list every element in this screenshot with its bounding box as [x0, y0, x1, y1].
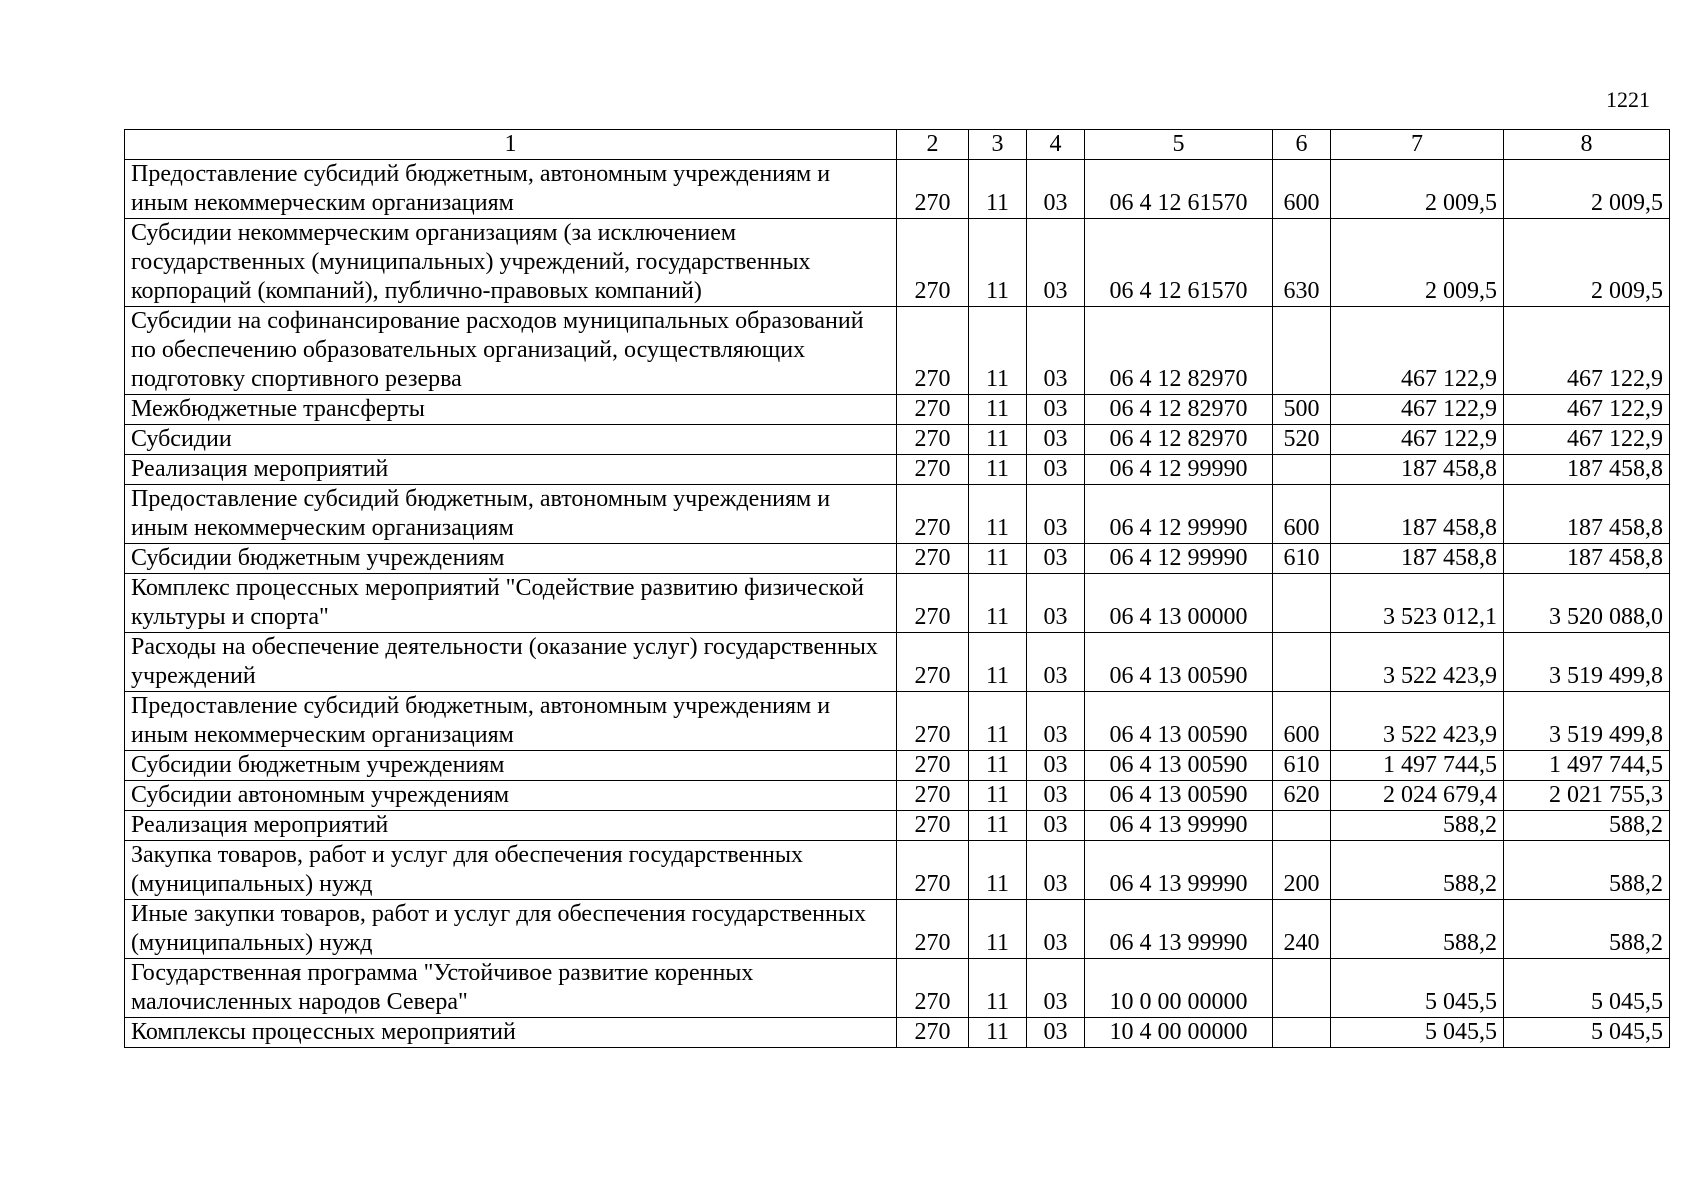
cell-c8: 187 458,8 [1504, 544, 1670, 574]
cell-name: Иные закупки товаров, работ и услуг для обеспечения государственных (муниципальных) нужд [125, 900, 897, 959]
cell-c2: 270 [897, 692, 969, 751]
header-row [125, 130, 1670, 160]
column-header: 1 [125, 130, 897, 160]
cell-c2: 270 [897, 633, 969, 692]
cell-c3: 11 [969, 633, 1027, 692]
cell-c6 [1273, 455, 1331, 485]
column-header: 4 [1027, 130, 1085, 160]
column-header: 6 [1273, 130, 1331, 160]
cell-c7: 1 497 744,5 [1331, 751, 1504, 781]
cell-c6: 620 [1273, 781, 1331, 811]
page-number: 1221 [1606, 87, 1650, 112]
table-row [125, 781, 1670, 811]
cell-c8: 467 122,9 [1504, 425, 1670, 455]
cell-c7: 2 024 679,4 [1331, 781, 1504, 811]
table-row [125, 900, 1670, 959]
cell-c8: 187 458,8 [1504, 455, 1670, 485]
cell-c7: 187 458,8 [1331, 544, 1504, 574]
cell-c8: 187 458,8 [1504, 485, 1670, 544]
cell-c2: 270 [897, 219, 969, 307]
table-row [125, 692, 1670, 751]
cell-c4: 03 [1027, 633, 1085, 692]
cell-c4: 03 [1027, 1018, 1085, 1048]
cell-c5: 06 4 13 99990 [1085, 900, 1273, 959]
cell-c3: 11 [969, 811, 1027, 841]
cell-c6: 200 [1273, 841, 1331, 900]
cell-c5: 06 4 13 00000 [1085, 574, 1273, 633]
cell-c4: 03 [1027, 841, 1085, 900]
cell-c2: 270 [897, 841, 969, 900]
cell-c3: 11 [969, 959, 1027, 1018]
cell-c8: 588,2 [1504, 900, 1670, 959]
cell-c4: 03 [1027, 160, 1085, 219]
cell-c5: 06 4 12 82970 [1085, 395, 1273, 425]
cell-c7: 588,2 [1331, 900, 1504, 959]
cell-c7: 187 458,8 [1331, 455, 1504, 485]
cell-c3: 11 [969, 574, 1027, 633]
cell-c6: 630 [1273, 219, 1331, 307]
cell-c5: 06 4 12 99990 [1085, 485, 1273, 544]
cell-c6 [1273, 633, 1331, 692]
cell-c2: 270 [897, 544, 969, 574]
cell-c4: 03 [1027, 751, 1085, 781]
cell-c6: 610 [1273, 751, 1331, 781]
cell-c4: 03 [1027, 455, 1085, 485]
column-header: 5 [1085, 130, 1273, 160]
cell-c5: 06 4 12 99990 [1085, 455, 1273, 485]
table-row [125, 425, 1670, 455]
cell-c2: 270 [897, 781, 969, 811]
cell-c8: 3 519 499,8 [1504, 692, 1670, 751]
cell-c6 [1273, 1018, 1331, 1048]
cell-name: Межбюджетные трансферты [125, 395, 897, 425]
cell-c2: 270 [897, 485, 969, 544]
cell-c2: 270 [897, 160, 969, 219]
cell-c7: 588,2 [1331, 811, 1504, 841]
cell-c5: 06 4 12 61570 [1085, 160, 1273, 219]
cell-name: Предоставление субсидий бюджетным, автономным учреждениям и иным некоммерческим организациям [125, 485, 897, 544]
cell-c3: 11 [969, 395, 1027, 425]
cell-c6 [1273, 959, 1331, 1018]
cell-c4: 03 [1027, 395, 1085, 425]
cell-c8: 2 009,5 [1504, 160, 1670, 219]
cell-c8: 2 009,5 [1504, 219, 1670, 307]
cell-c5: 06 4 13 00590 [1085, 633, 1273, 692]
cell-c6: 520 [1273, 425, 1331, 455]
cell-c5: 06 4 13 00590 [1085, 692, 1273, 751]
cell-c8: 467 122,9 [1504, 307, 1670, 395]
cell-c3: 11 [969, 219, 1027, 307]
cell-c6: 240 [1273, 900, 1331, 959]
cell-c3: 11 [969, 544, 1027, 574]
table-row [125, 574, 1670, 633]
cell-c8: 588,2 [1504, 811, 1670, 841]
cell-name: Субсидии автономным учреждениям [125, 781, 897, 811]
cell-c4: 03 [1027, 900, 1085, 959]
table-body [125, 160, 1670, 1048]
cell-c7: 467 122,9 [1331, 307, 1504, 395]
cell-c5: 06 4 13 99990 [1085, 811, 1273, 841]
cell-name: Закупка товаров, работ и услуг для обеспечения государственных (муниципальных) нужд [125, 841, 897, 900]
cell-c6 [1273, 574, 1331, 633]
cell-c2: 270 [897, 395, 969, 425]
cell-c7: 588,2 [1331, 841, 1504, 900]
cell-c3: 11 [969, 307, 1027, 395]
cell-c4: 03 [1027, 307, 1085, 395]
cell-c3: 11 [969, 841, 1027, 900]
cell-c5: 06 4 13 00590 [1085, 781, 1273, 811]
table-row [125, 633, 1670, 692]
cell-c8: 5 045,5 [1504, 959, 1670, 1018]
table-row [125, 1018, 1670, 1048]
table-row [125, 160, 1670, 219]
cell-c4: 03 [1027, 959, 1085, 1018]
cell-c6: 500 [1273, 395, 1331, 425]
cell-name: Реализация мероприятий [125, 811, 897, 841]
cell-c3: 11 [969, 160, 1027, 219]
cell-c5: 06 4 12 61570 [1085, 219, 1273, 307]
cell-c7: 467 122,9 [1331, 425, 1504, 455]
cell-c6: 600 [1273, 485, 1331, 544]
cell-c5: 06 4 12 99990 [1085, 544, 1273, 574]
cell-name: Предоставление субсидий бюджетным, автономным учреждениям и иным некоммерческим организациям [125, 692, 897, 751]
cell-c6 [1273, 811, 1331, 841]
cell-c5: 06 4 13 00590 [1085, 751, 1273, 781]
budget-table [124, 129, 1670, 1048]
cell-c3: 11 [969, 751, 1027, 781]
cell-c6: 600 [1273, 160, 1331, 219]
cell-c2: 270 [897, 425, 969, 455]
cell-c7: 467 122,9 [1331, 395, 1504, 425]
table-row [125, 751, 1670, 781]
table-row [125, 455, 1670, 485]
cell-c3: 11 [969, 485, 1027, 544]
cell-c5: 10 4 00 00000 [1085, 1018, 1273, 1048]
cell-c4: 03 [1027, 811, 1085, 841]
cell-name: Комплекс процессных мероприятий "Содействие развитию физической культуры и спорта" [125, 574, 897, 633]
cell-c4: 03 [1027, 485, 1085, 544]
cell-c8: 588,2 [1504, 841, 1670, 900]
cell-c2: 270 [897, 811, 969, 841]
table-row [125, 959, 1670, 1018]
cell-c2: 270 [897, 307, 969, 395]
cell-c5: 06 4 13 99990 [1085, 841, 1273, 900]
cell-c4: 03 [1027, 544, 1085, 574]
cell-name: Субсидии бюджетным учреждениям [125, 544, 897, 574]
cell-name: Государственная программа "Устойчивое развитие коренных малочисленных народов Севера" [125, 959, 897, 1018]
cell-c6: 600 [1273, 692, 1331, 751]
column-header: 7 [1331, 130, 1504, 160]
cell-c7: 2 009,5 [1331, 219, 1504, 307]
table-row [125, 811, 1670, 841]
cell-c8: 1 497 744,5 [1504, 751, 1670, 781]
column-header: 8 [1504, 130, 1670, 160]
cell-c3: 11 [969, 900, 1027, 959]
column-header: 2 [897, 130, 969, 160]
cell-c4: 03 [1027, 425, 1085, 455]
table-row [125, 544, 1670, 574]
cell-c8: 3 519 499,8 [1504, 633, 1670, 692]
cell-c4: 03 [1027, 781, 1085, 811]
column-header: 3 [969, 130, 1027, 160]
cell-name: Предоставление субсидий бюджетным, автономным учреждениям и иным некоммерческим организациям [125, 160, 897, 219]
table-row [125, 219, 1670, 307]
cell-c2: 270 [897, 959, 969, 1018]
cell-c6: 610 [1273, 544, 1331, 574]
cell-c2: 270 [897, 751, 969, 781]
cell-c7: 187 458,8 [1331, 485, 1504, 544]
table-row [125, 395, 1670, 425]
cell-name: Субсидии [125, 425, 897, 455]
cell-c7: 2 009,5 [1331, 160, 1504, 219]
cell-c2: 270 [897, 1018, 969, 1048]
cell-c5: 06 4 12 82970 [1085, 307, 1273, 395]
table-row [125, 485, 1670, 544]
cell-name: Расходы на обеспечение деятельности (оказание услуг) государственных учреждений [125, 633, 897, 692]
cell-c4: 03 [1027, 692, 1085, 751]
cell-c7: 5 045,5 [1331, 959, 1504, 1018]
cell-c3: 11 [969, 692, 1027, 751]
table-row [125, 307, 1670, 395]
cell-c8: 5 045,5 [1504, 1018, 1670, 1048]
cell-c4: 03 [1027, 219, 1085, 307]
cell-name: Реализация мероприятий [125, 455, 897, 485]
cell-c7: 3 522 423,9 [1331, 692, 1504, 751]
cell-c7: 5 045,5 [1331, 1018, 1504, 1048]
cell-c2: 270 [897, 455, 969, 485]
cell-name: Комплексы процессных мероприятий [125, 1018, 897, 1048]
table-row [125, 841, 1670, 900]
cell-c4: 03 [1027, 574, 1085, 633]
cell-c7: 3 523 012,1 [1331, 574, 1504, 633]
cell-c5: 06 4 12 82970 [1085, 425, 1273, 455]
cell-c3: 11 [969, 1018, 1027, 1048]
cell-c3: 11 [969, 781, 1027, 811]
cell-name: Субсидии бюджетным учреждениям [125, 751, 897, 781]
cell-c5: 10 0 00 00000 [1085, 959, 1273, 1018]
cell-c6 [1273, 307, 1331, 395]
cell-c3: 11 [969, 425, 1027, 455]
cell-c8: 3 520 088,0 [1504, 574, 1670, 633]
cell-c3: 11 [969, 455, 1027, 485]
cell-c7: 3 522 423,9 [1331, 633, 1504, 692]
cell-name: Субсидии некоммерческим организациям (за исключением государственных (муниципальных) учреждений, государственных корпораций (компаний), публично-правовых компаний) [125, 219, 897, 307]
cell-name: Субсидии на софинансирование расходов муниципальных образований по обеспечению образовательных организаций, осуществляющих подготовку спортивного резерва [125, 307, 897, 395]
cell-c8: 467 122,9 [1504, 395, 1670, 425]
cell-c2: 270 [897, 574, 969, 633]
cell-c2: 270 [897, 900, 969, 959]
cell-c8: 2 021 755,3 [1504, 781, 1670, 811]
